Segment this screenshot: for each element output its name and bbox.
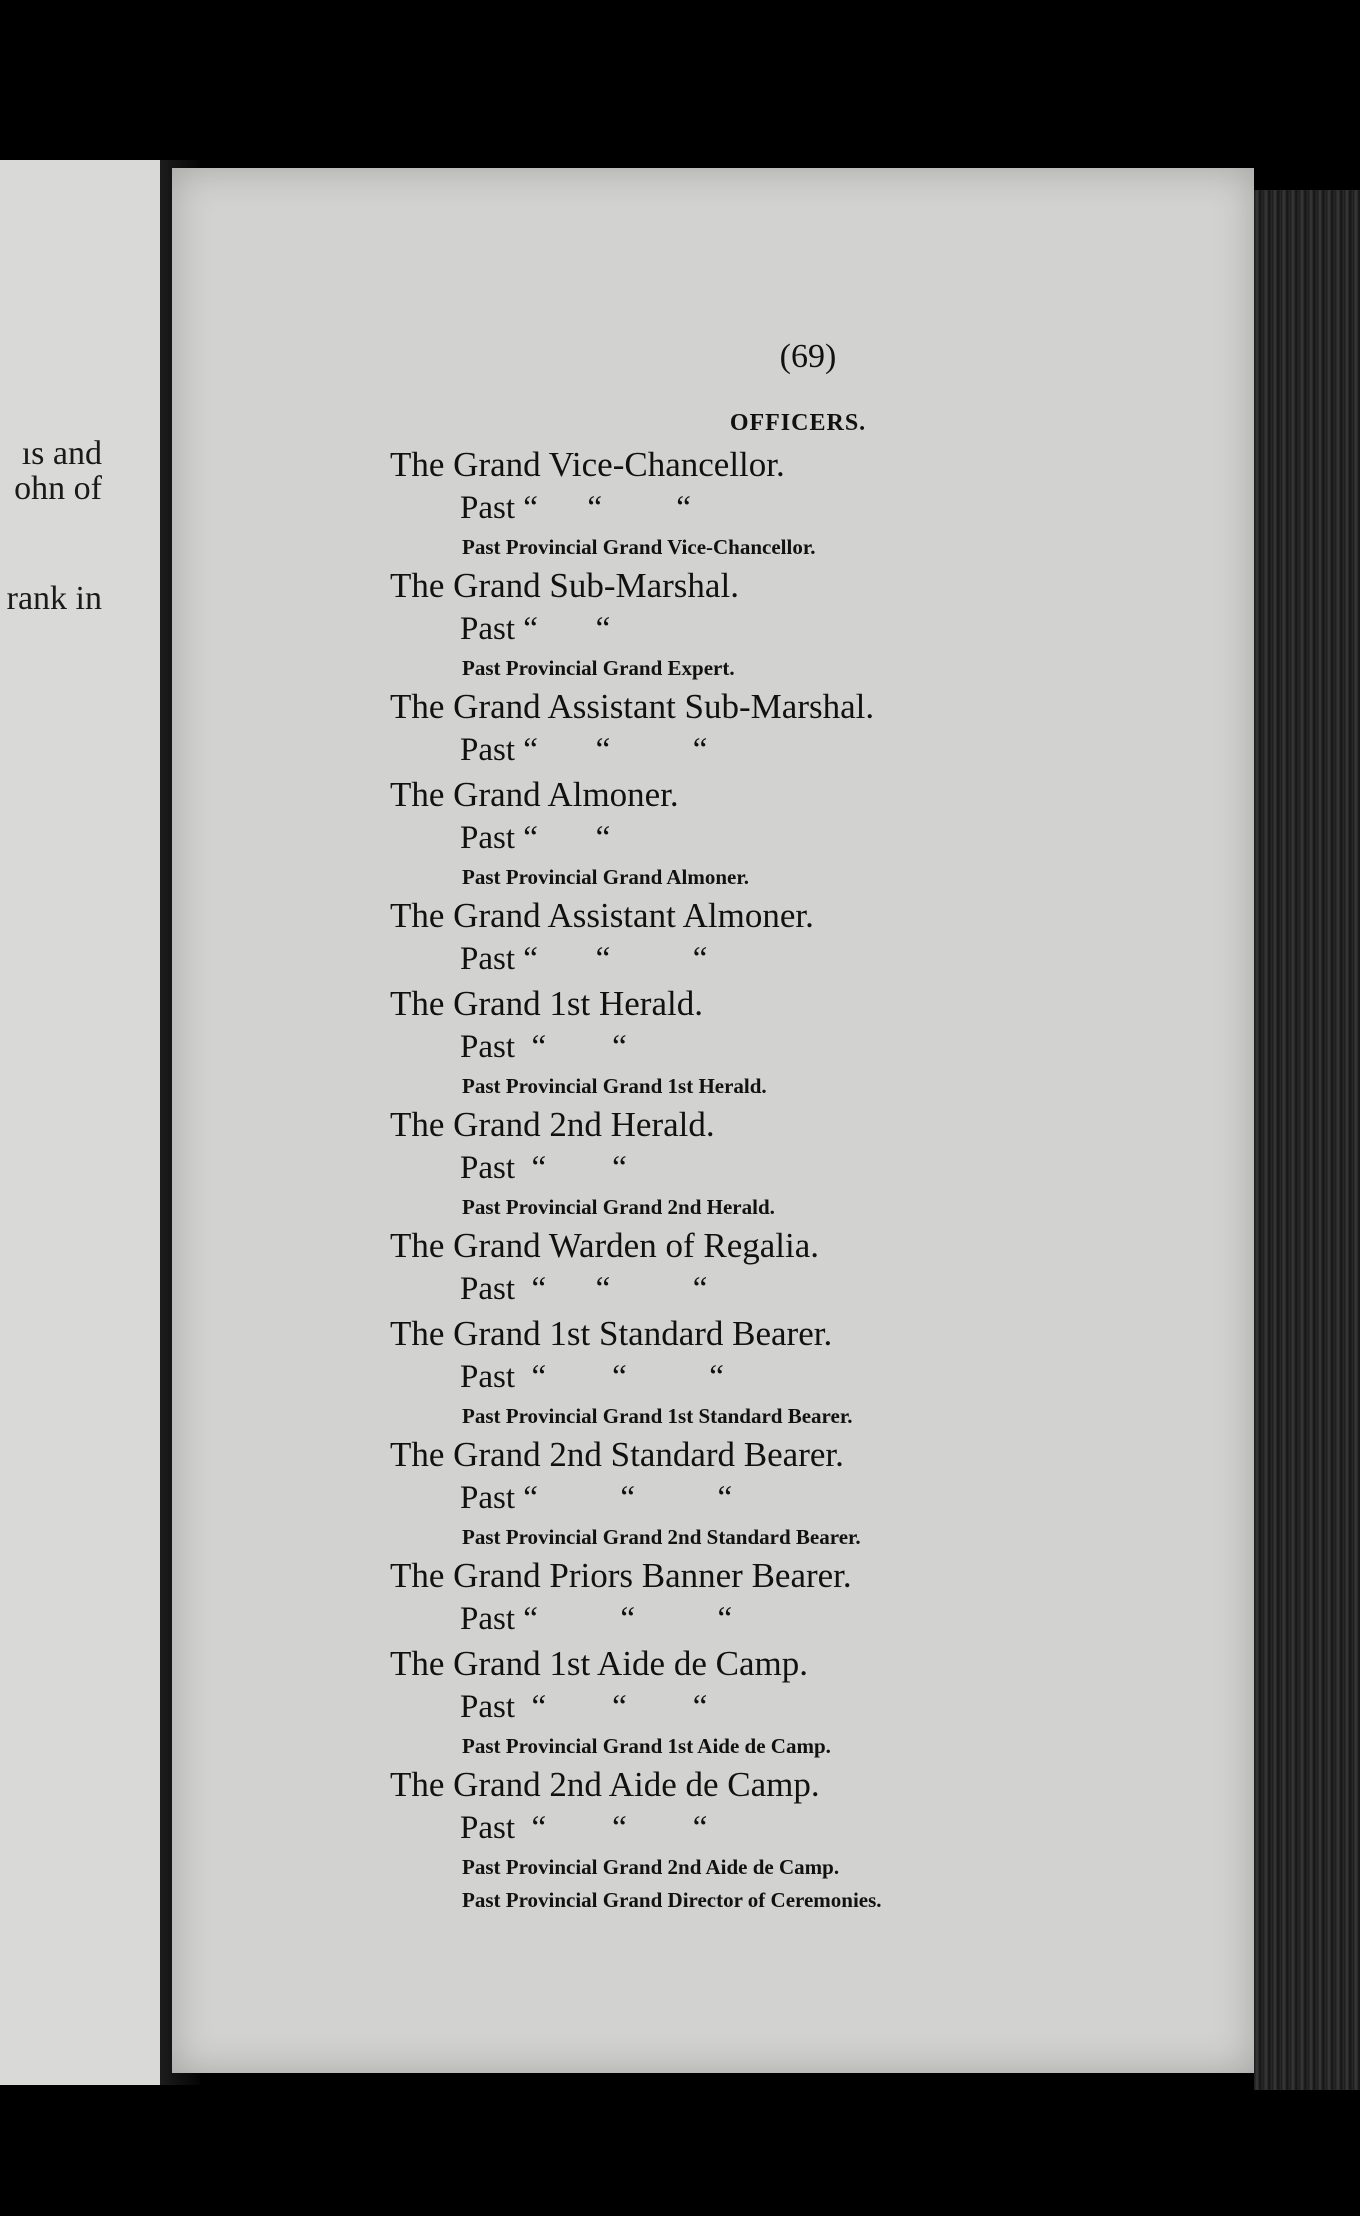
officer-title: The Grand Assistant Almoner. (390, 896, 814, 935)
officer-entry (390, 443, 1240, 564)
facing-page (0, 160, 160, 2085)
officer-entry (390, 685, 1240, 773)
past-rank-line: Past “ “ “ (460, 1689, 708, 1725)
facing-page-fragment: ohn of (14, 470, 102, 507)
past-rank-line: Past “ “ “ (460, 1480, 733, 1516)
provincial-rank-line: Past Provincial Grand 2nd Herald. (462, 1195, 775, 1219)
provincial-rank-line: Past Provincial Grand 2nd Aide de Camp. (462, 1855, 840, 1879)
officer-title: The Grand 1st Herald. (390, 984, 703, 1023)
officer-title: The Grand Assistant Sub-Marshal. (390, 687, 875, 726)
past-rank-line: Past “ “ “ (460, 1359, 724, 1395)
officer-title: The Grand 2nd Aide de Camp. (390, 1765, 820, 1804)
officer-title: The Grand 1st Aide de Camp. (390, 1644, 808, 1683)
officer-entry (390, 773, 1240, 894)
past-rank-line: Past “ “ (460, 611, 611, 647)
facing-page-fragment: rank in (6, 580, 102, 617)
provincial-rank-line: Past Provincial Grand Expert. (462, 656, 735, 680)
provincial-rank-line: Past Provincial Grand 1st Herald. (462, 1074, 767, 1098)
provincial-rank-line: Past Provincial Grand Vice-Chancellor. (462, 535, 816, 559)
officer-entry (390, 1433, 1240, 1554)
officer-title: The Grand Vice-Chancellor. (390, 445, 785, 484)
page-edges (1254, 190, 1360, 2090)
past-rank-line: Past “ “ “ (460, 1601, 733, 1637)
officer-entry (390, 982, 1240, 1103)
section-heading: OFFICERS. (729, 410, 867, 436)
officer-entry (390, 1554, 1240, 1642)
officer-entry (390, 1103, 1240, 1224)
facing-page-fragment: ıs and (21, 435, 102, 472)
officer-entry (390, 894, 1240, 982)
officer-title: The Grand 2nd Herald. (390, 1105, 715, 1144)
main-page (172, 168, 1254, 2073)
past-rank-line: Past “ “ “ (460, 1810, 708, 1846)
officer-entry (390, 564, 1240, 685)
officer-entry (390, 1642, 1240, 1763)
provincial-rank-line: Past Provincial Grand Almoner. (462, 865, 750, 889)
closing-rank-line: Past Provincial Grand Director of Ceremonies. (462, 1888, 882, 1912)
officer-entry (390, 1312, 1240, 1433)
provincial-rank-line: Past Provincial Grand 2nd Standard Bearer. (462, 1525, 861, 1549)
page-number: (69) (779, 338, 837, 375)
provincial-rank-line: Past Provincial Grand 1st Standard Bearer. (462, 1404, 853, 1428)
past-rank-line: Past “ “ (460, 1029, 627, 1065)
officer-title: The Grand Priors Banner Bearer. (390, 1556, 852, 1595)
past-rank-line: Past “ “ (460, 820, 611, 856)
provincial-rank-line: Past Provincial Grand 1st Aide de Camp. (462, 1734, 831, 1758)
past-rank-line: Past “ “ “ (460, 490, 691, 526)
past-rank-line: Past “ “ “ (460, 732, 708, 768)
past-rank-line: Past “ “ “ (460, 1271, 708, 1307)
officer-title: The Grand Warden of Regalia. (390, 1226, 820, 1265)
officer-title: The Grand 1st Standard Bearer. (390, 1314, 833, 1353)
officer-entry (390, 1224, 1240, 1312)
officer-list (390, 443, 1240, 1917)
officer-title: The Grand 2nd Standard Bearer. (390, 1435, 844, 1474)
past-rank-line: Past “ “ (460, 1150, 627, 1186)
officer-title: The Grand Almoner. (390, 775, 679, 814)
officer-title: The Grand Sub-Marshal. (390, 566, 739, 605)
officer-entry (390, 1763, 1240, 1917)
past-rank-line: Past “ “ “ (460, 941, 708, 977)
